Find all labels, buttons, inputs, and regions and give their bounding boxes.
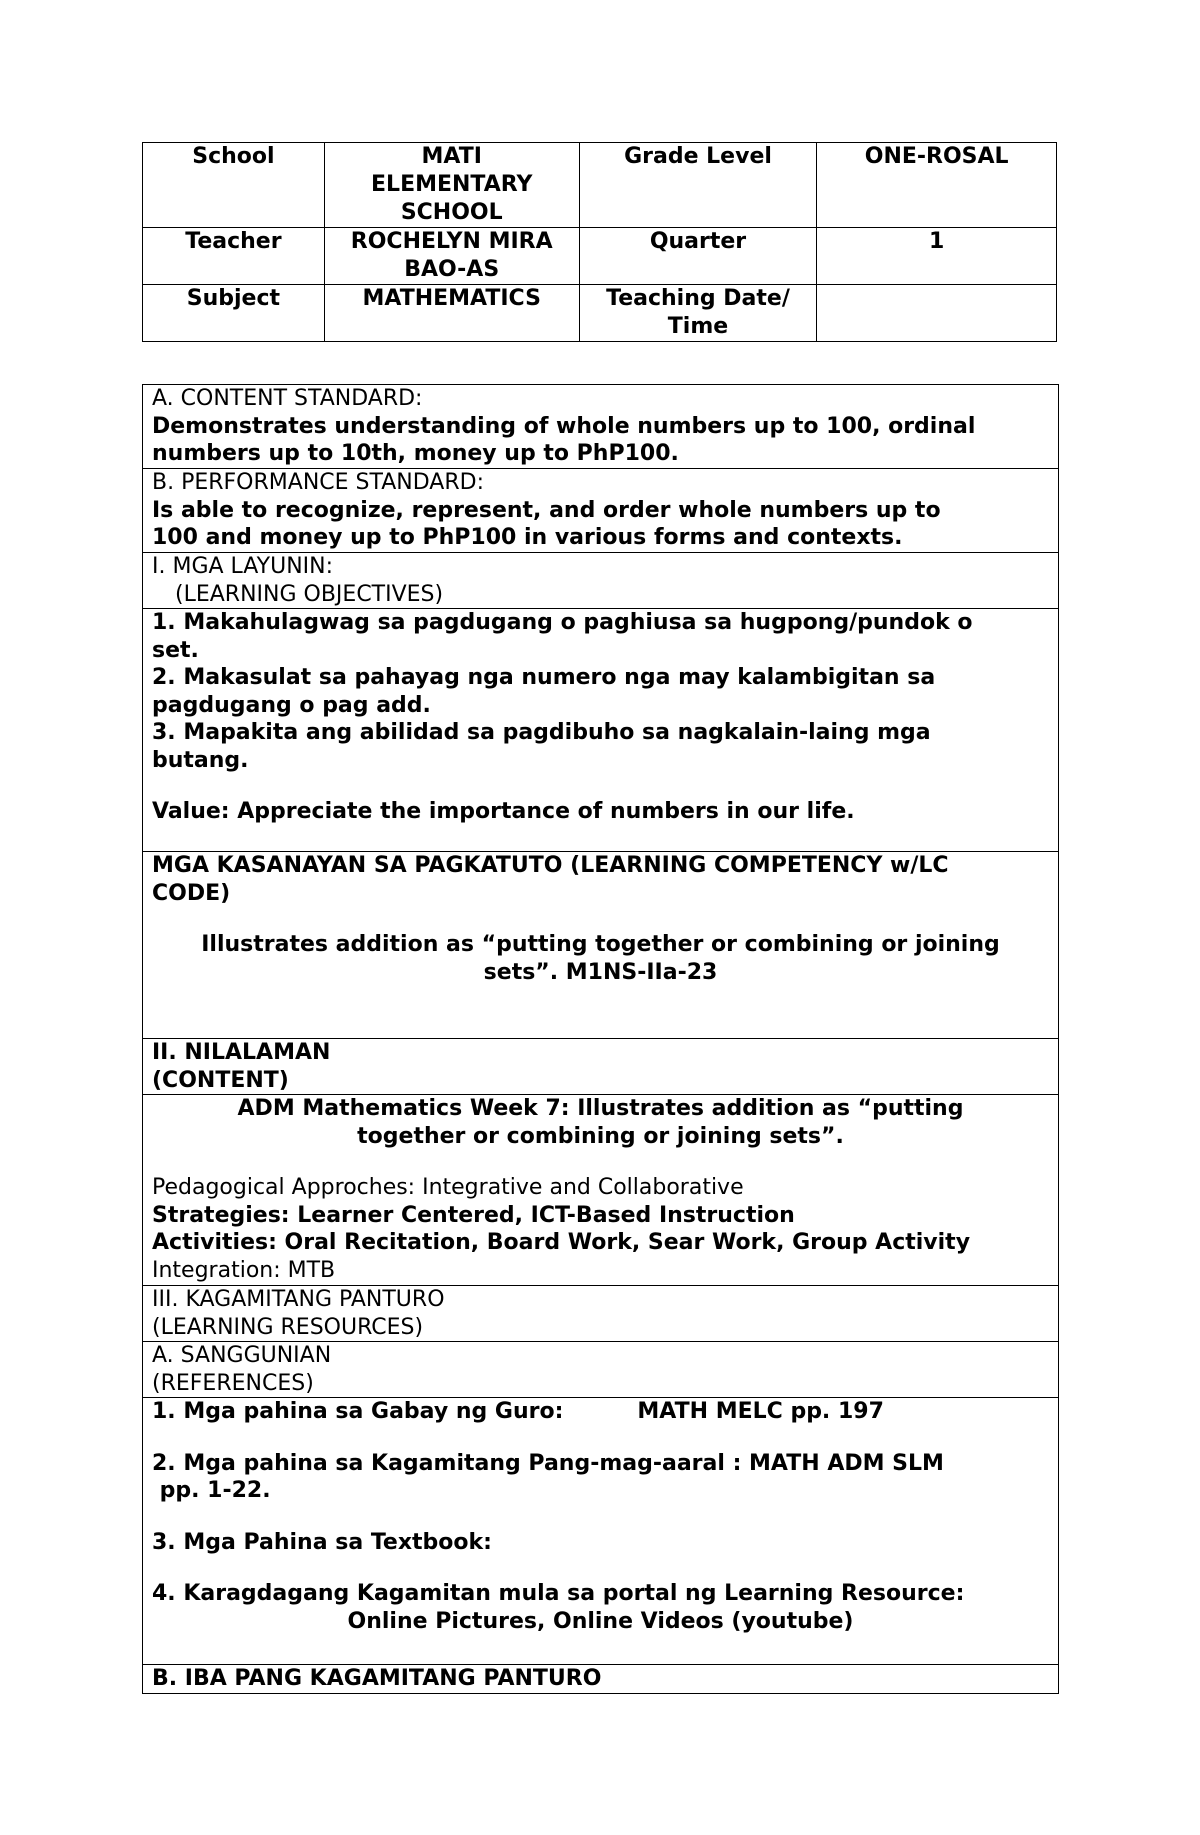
school-value: MATI ELEMENTARY SCHOOL bbox=[324, 143, 579, 228]
objectives-subheading: (LEARNING OBJECTIVES) bbox=[175, 581, 444, 607]
header-row-teacher bbox=[143, 228, 1057, 285]
content-standard-cell bbox=[143, 385, 1059, 469]
grade-level-label: Grade Level bbox=[579, 143, 817, 228]
row-objectives-heading bbox=[143, 553, 1059, 609]
content-heading: II. NILALAMAN bbox=[152, 1040, 331, 1065]
row-references-list bbox=[143, 1398, 1059, 1665]
row-objectives-list bbox=[143, 609, 1059, 852]
row-content-heading bbox=[143, 1039, 1059, 1095]
competency-text: Illustrates addition as “putting together or combining or joining sets”. M1NS-IIa-23 bbox=[201, 932, 1000, 985]
competency-heading: MGA KASANAYAN SA PAGKATUTO (LEARNING COMPETENCY w/LC CODE) bbox=[152, 853, 949, 906]
school-label: School bbox=[143, 143, 325, 228]
performance-standard-heading: B. PERFORMANCE STANDARD: bbox=[152, 470, 484, 495]
content-standard-heading: A. CONTENT STANDARD: bbox=[152, 386, 423, 411]
content-detail-line: Pedagogical Approches: Integrative and Collaborative bbox=[152, 1175, 744, 1200]
reference-item: 2. Mga pahina sa Kagamitang Pang-mag-aaral : MATH ADM SLM pp. 1-22. bbox=[152, 1450, 944, 1503]
objective-item: 2. Makasulat sa pahayag nga numero nga may kalambigitan sa pagdugang o pag add. bbox=[152, 665, 936, 718]
objectives-heading-cell bbox=[143, 553, 1059, 609]
row-resources-heading bbox=[143, 1286, 1059, 1342]
other-resources-cell bbox=[143, 1665, 1059, 1694]
row-content-standard bbox=[143, 385, 1059, 469]
row-performance-standard bbox=[143, 469, 1059, 553]
references-list-cell bbox=[143, 1398, 1059, 1665]
content-detail-line: Integration: MTB bbox=[152, 1257, 336, 1283]
other-resources-heading: B. IBA PANG KAGAMITANG PANTURO bbox=[152, 1666, 602, 1691]
row-content-details bbox=[143, 1095, 1059, 1286]
header-table bbox=[142, 142, 1057, 342]
content-detail-line: Strategies: Learner Centered, ICT-Based Instruction bbox=[152, 1202, 795, 1228]
subject-value: MATHEMATICS bbox=[324, 285, 579, 342]
quarter-label: Quarter bbox=[579, 228, 817, 285]
resources-heading: III. KAGAMITANG PANTURO bbox=[152, 1287, 445, 1312]
competency-cell bbox=[143, 852, 1059, 1039]
quarter-value: 1 bbox=[817, 228, 1057, 285]
reference-item: 3. Mga Pahina sa Textbook: bbox=[152, 1529, 492, 1555]
content-heading-cell bbox=[143, 1039, 1059, 1095]
value-statement: Value: Appreciate the importance of numbers in our life. bbox=[152, 799, 855, 824]
content-standard-text-line: numbers up to 10th, money up to PhP100. bbox=[152, 441, 679, 466]
row-references-heading bbox=[143, 1342, 1059, 1398]
references-heading-cell bbox=[143, 1342, 1059, 1398]
performance-standard-cell bbox=[143, 469, 1059, 553]
teacher-label: Teacher bbox=[143, 228, 325, 285]
subject-label: Subject bbox=[143, 285, 325, 342]
performance-standard-text-line: 100 and money up to PhP100 in various forms and contexts. bbox=[152, 525, 903, 550]
resources-subheading: (LEARNING RESOURCES) bbox=[152, 1314, 424, 1340]
teacher-value: ROCHELYN MIRA BAO-AS bbox=[324, 228, 579, 285]
objective-item: 1. Makahulagwag sa pagdugang o paghiusa sa hugpong/pundok o set. bbox=[152, 610, 973, 663]
content-subheading: (CONTENT) bbox=[152, 1067, 289, 1093]
performance-standard-text-line: Is able to recognize, represent, and order whole numbers up to bbox=[152, 497, 941, 523]
teaching-date-label: Teaching Date/ Time bbox=[579, 285, 817, 342]
references-heading: A. SANGGUNIAN bbox=[152, 1343, 332, 1368]
objectives-heading: I. MGA LAYUNIN: bbox=[152, 554, 334, 579]
objectives-list-cell bbox=[143, 609, 1059, 852]
resources-heading-cell bbox=[143, 1286, 1059, 1342]
reference-item: 4. Karagdagang Kagamitan mula sa portal ng Learning Resource: Online Pictures, Online Videos (youtube) bbox=[152, 1581, 965, 1634]
row-other-resources bbox=[143, 1665, 1059, 1694]
references-subheading: (REFERENCES) bbox=[152, 1370, 314, 1396]
teaching-date-value bbox=[817, 285, 1057, 342]
row-competency bbox=[143, 852, 1059, 1039]
grade-level-value: ONE-ROSAL bbox=[817, 143, 1057, 228]
header-row-subject bbox=[143, 285, 1057, 342]
content-detail-line: Activities: Oral Recitation, Board Work, Sear Work, Group Activity bbox=[152, 1230, 971, 1255]
content-details-cell bbox=[143, 1095, 1059, 1286]
objective-item: 3. Mapakita ang abilidad sa pagdibuho sa nagkalain-laing mga butang. bbox=[152, 720, 931, 773]
lesson-plan-table bbox=[142, 384, 1059, 1694]
reference-item: 1. Mga pahina sa Gabay ng Guro: MATH MELC pp. 197 bbox=[152, 1399, 884, 1424]
content-topic: ADM Mathematics Week 7: Illustrates addition as “putting together or combining or joining sets”. bbox=[237, 1096, 964, 1149]
content-standard-text-line: Demonstrates understanding of whole numbers up to 100, ordinal bbox=[152, 413, 976, 439]
header-row-school bbox=[143, 143, 1057, 228]
